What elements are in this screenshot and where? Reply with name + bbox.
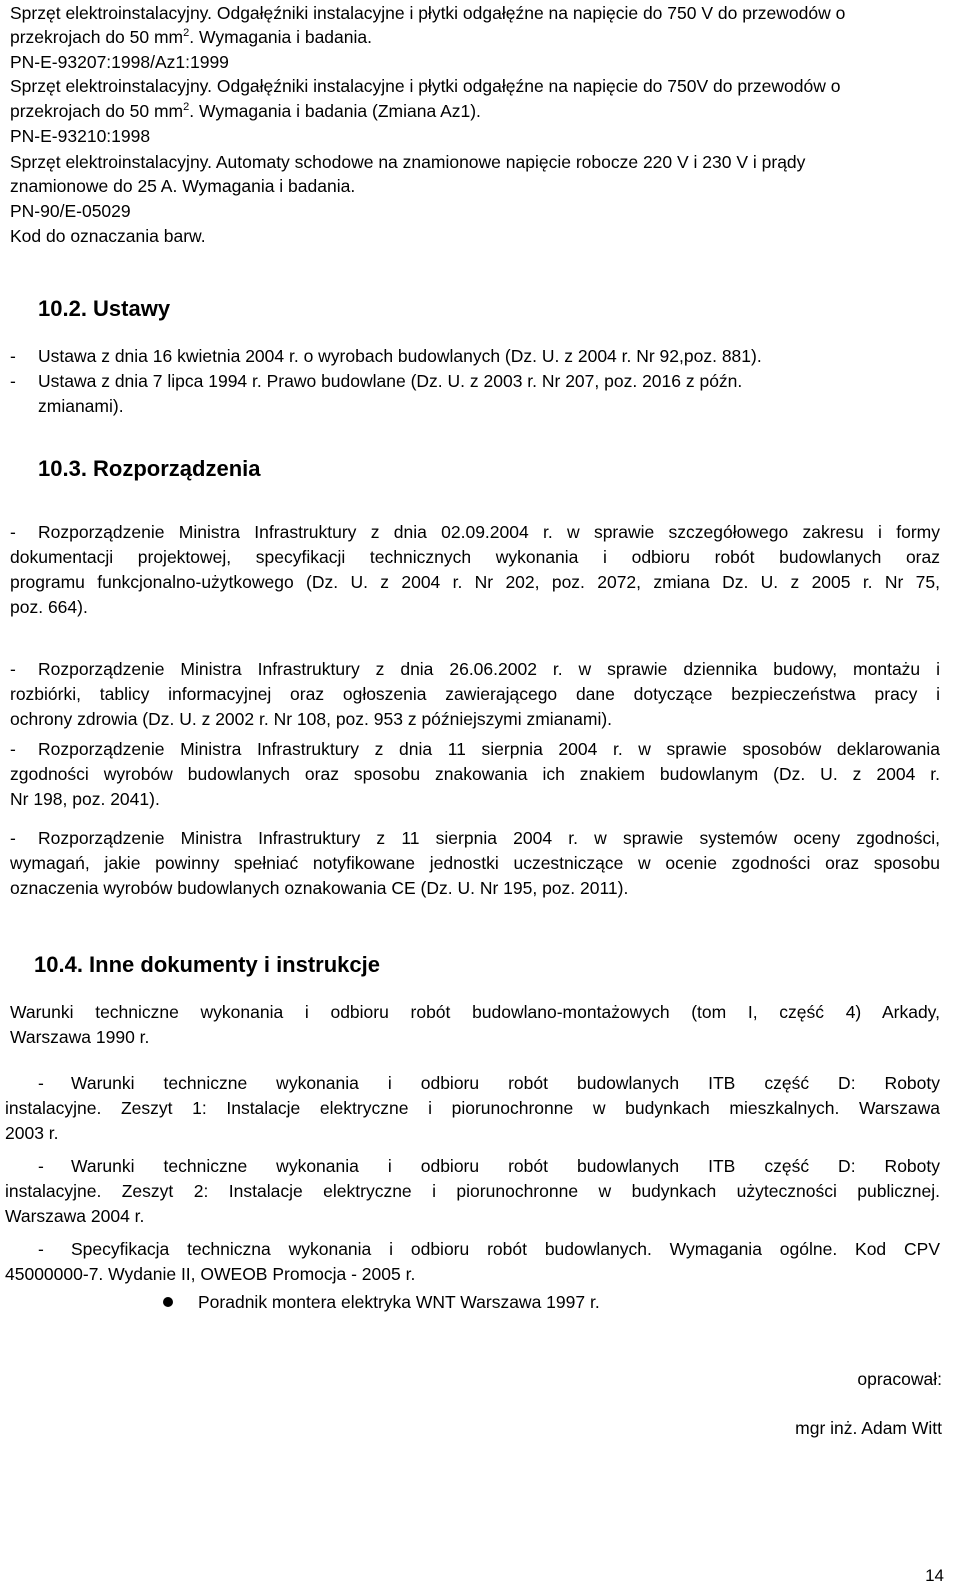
text-line: Sprzęt elektroinstalacyjny. Automaty schodowe na znamionowe napięcie robocze 220 V i 230 V i prądy [10,152,806,172]
section-heading-inne: 10.4. Inne dokumenty i instrukcje [34,952,380,977]
dash: - [10,371,16,391]
list-item: Ustawa z dnia 16 kwietnia 2004 r. o wyrobach budowlanych (Dz. U. z 2004 r. Nr 92,poz. 881). [38,346,762,366]
paragraph: Warunki techniczne wykonania i odbioru robót budowlanych ITB część D: Roboty instalacyjne. Zeszyt 1: Instalacje elektryczne i piorunochronne w budynkach mieszkalnych. Warszawa 2003 r. [5,1073,940,1143]
dash: - [10,828,16,848]
text-line: przekrojach do 50 $mm^2$. Wymagania i badania. [10,27,372,47]
paragraph: Rozporządzenie Ministra Infrastruktury z dnia 11 sierpnia 2004 r. w sprawie sposobów deklarowania zgodności wyrobów budowlanych oraz sposobu znakowania ich znakiem budowlanym (Dz. U. z 2004 r. Nr 198, poz. 2041). [10,739,940,809]
list-item: Poradnik montera elektryka WNT Warszawa 1997 r. [198,1292,600,1312]
paragraph: Rozporządzenie Ministra Infrastruktury z dnia 02.09.2004 r. w sprawie szczegółowego zakresu i formy dokumentacji projektowej, specyfikacji technicznych wykonania i odbioru robót budowlanych oraz programu funkcjonalno-użytkowego (Dz. U. z 2004 r. Nr 202, poz. 2072, zmiana Dz. U. z 2005 r. Nr 75, poz. 664). [10,522,940,617]
signature-label: opracował: [857,1369,942,1389]
dash: - [38,1156,44,1176]
paragraph: Warunki techniczne wykonania i odbioru robót budowlano-montażowych (tom I, część 4) Arkady, Warszawa 1990 r. [10,1002,940,1047]
standard-code: PN-90/E-05029 [10,201,131,221]
dash: - [10,522,16,542]
paragraph: Specyfikacja techniczna wykonania i odbioru robót budowlanych. Wymagania ogólne. Kod CPV 45000000-7. Wydanie II, OWEOB Promocja - 2005 r. [5,1239,940,1284]
text-line: Sprzęt elektroinstalacyjny. Odgałęźniki instalacyjne i płytki odgałęźne na napięcie do 750V do przewodów o [10,76,841,96]
paragraph: Rozporządzenie Ministra Infrastruktury z dnia 26.06.2002 r. w sprawie dziennika budowy, montażu i rozbiórki, tablicy informacyjnej oraz ogłoszenia zawierającego dane dotyczące bezpieczeństwa pracy i ochrony zdrowia (Dz. U. z 2002 r. Nr 108, poz. 953 z późniejszymi zmianami). [10,659,940,729]
paragraph: Warunki techniczne wykonania i odbioru robót budowlanych ITB część D: Roboty instalacyjne. Zeszyt 2: Instalacje elektryczne i piorunochronne w budynkach użyteczności publicznej. Warszawa 2004 r. [5,1156,940,1226]
list-item: Ustawa z dnia 7 lipca 1994 r. Prawo budowlane (Dz. U. z 2003 r. Nr 207, poz. 2016 z późn. [38,371,743,391]
text-line: znamionowe do 25 A. Wymagania i badania. [10,176,356,196]
paragraph: Rozporządzenie Ministra Infrastruktury z 11 sierpnia 2004 r. w sprawie systemów oceny zgodności, wymagań, jakie powinny spełniać notyfikowane jednostki uczestniczące w ocenie zgodności oraz sposobu oznaczenia wyrobów budowlanych oznakowania CE (Dz. U. Nr 195, poz. 2011). [10,828,940,898]
dash: - [38,1073,44,1093]
bullet-icon [163,1297,173,1307]
page-number: 14 [925,1566,944,1585]
dash: - [10,739,16,759]
text-line: Sprzęt elektroinstalacyjny. Odgałęźniki instalacyjne i płytki odgałęźne na napięcie do 750 V do przewodów o [10,3,846,23]
section-heading-ustawy: 10.2. Ustawy [38,296,171,321]
standard-code: PN-E-93210:1998 [10,126,151,146]
standard-code: PN-E-93207:1998/Az1:1999 [10,52,229,72]
dash: - [38,1239,44,1259]
list-item: zmianami). [38,396,124,416]
section-heading-rozporzadzenia: 10.3. Rozporządzenia [38,456,261,481]
dash: - [10,659,16,679]
signature-name: mgr inż. Adam Witt [795,1418,942,1438]
text-line: przekrojach do 50 $mm^2$. Wymagania i badania (Zmiana Az1). [10,101,481,121]
text-line: Kod do oznaczania barw. [10,226,206,246]
dash: - [10,346,16,366]
